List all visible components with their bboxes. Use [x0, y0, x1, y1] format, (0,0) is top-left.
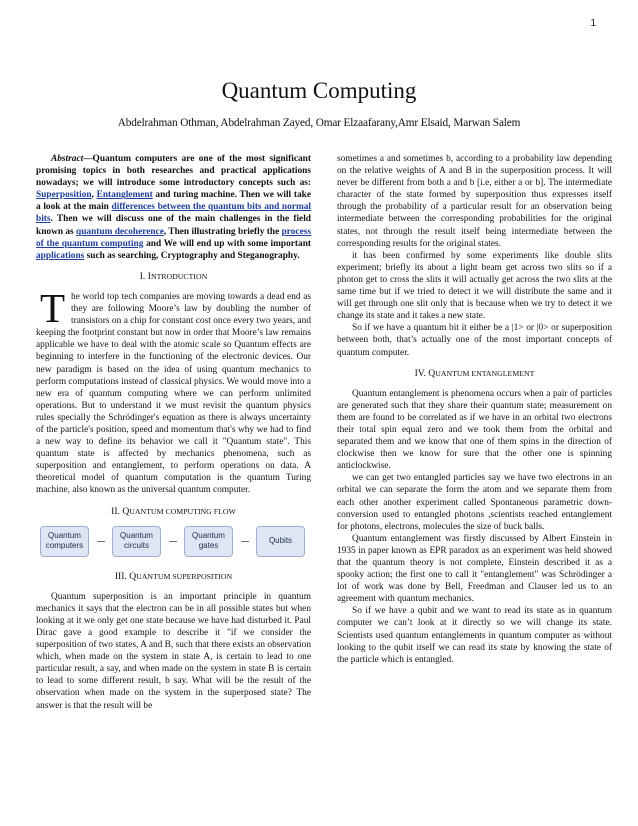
superposition-paragraph-2: it has been confirmed by some experiments like double slits experiment; briefly its about a light beam get across two slits so if a photon get to cross the slits it will actually get across the two slits at the same time but if we tried to detect it we will distribute the same and it will get through one slit only that is because when we try to detect it we change its state and it takes a new state.	[337, 250, 612, 322]
section-initial: Q	[428, 367, 436, 379]
entanglement-paragraph-1: Quantum entanglement is phenomena occurs when a pair of particles are generated such that they share their quantum state; measurement on them are found to be correlated as if we have in an orbital two electrons their total spin equal zero and we took them from the orbital and separated them and we know that one of them spins in the direction of clockwise then we know for sure that the other one is spinning anticlockwise.	[337, 388, 612, 472]
abstract-lead: Abstract	[51, 154, 84, 164]
section-number: II.	[111, 505, 120, 517]
flow-box-quantum-computers: Quantum computers	[40, 526, 89, 557]
computing-flow-diagram	[40, 526, 305, 557]
section-initial: Q	[129, 570, 137, 582]
left-column	[36, 153, 311, 735]
section-initial: I	[147, 270, 151, 282]
link-process[interactable]: process of the quantum computing	[36, 226, 311, 249]
author-list: Abdelrahman Othman, Abdelrahman Zayed, Omar Elzaafarany,Amr Elsaid, Marwan Salem	[117, 117, 521, 129]
section-heading-entanglement	[337, 368, 612, 380]
section-heading-superposition	[36, 571, 311, 583]
abstract-text: such as searching, Cryptography and Steganography.	[84, 250, 300, 261]
section-initial: Q	[122, 505, 130, 517]
link-decoherence[interactable]: quantum decoherence	[76, 226, 164, 237]
flow-connector	[241, 541, 249, 542]
superposition-paragraph-1: Quantum superposition is an important principle in quantum mechanics it says that the electron can be in all possible states but when looking at it we only get one state because we have had disturbed it. Paul Dirac gave a good example to describe it "if we consider the superposition of two states, A and B, such that there exists an observation which, when made on the system in state A, is certain to lead to one particular result, a say, and when made on the system in state B is certain to lead to some different result, b say. What will be the result of the observation when made on the system in the superposed state? The answer is that the result will be	[36, 591, 311, 711]
introduction-paragraph: he world top tech companies are moving towards a dead end as they are following Moore’s law by doubling the number of transistors on a chip for constant cost once every two years, and keeping the footprint constant but now in order that Moore’s law remains applicable we have to deal with the atomic scale so Quantum effects are beginning to interfere in the functioning of the electronic devices. Our new paradigm is based on the idea of using quantum mechanics to perform computations instead of classical physics. We would move into a new era of quantum computing where we can perform unlimited operations. But to understand it we must revisit the quantum physics rules specially the Schrödinger's equation as there is always uncertainty of the particle's position, speed and momentum that's why we had to find a new way to define its behavior we call it "Quantum state". This quantum state is affected by mechanics phenomena, such as superposition and entanglement, to perform operations on data. A theoretical model of quantum computation is the quantum Turing machine, also known as the universal quantum computer.	[36, 291, 311, 496]
entanglement-paragraph-4: So if we have a qubit and we want to read its state as in quantum computer we can’t look at it directly so we will change its state. Scientists used quantum entanglements in quantum computer as without looking to the qubit itself we can read its state by knowing the state of the particle which is entangled.	[337, 606, 612, 665]
link-applications[interactable]: applications	[36, 250, 85, 261]
abstract	[36, 153, 311, 262]
link-superposition[interactable]: Superposition	[36, 190, 92, 201]
section-number: III.	[114, 570, 127, 582]
abstract-text: ,	[91, 190, 97, 201]
entanglement-paragraph-3: Quantum entanglement was firstly discussed by Albert Einstein in 1935 in paper known as EPR paradox as an experiment was held showed that the quantum theory is not complete, Einstein described it as a spooky action; the first one to call it "entanglement" was Schrödinger a lot of work was done by Bell, Freedman and Clauser led us to an agreement with quantum mechanics.	[337, 533, 612, 605]
superposition-paragraph-3: So if we have a quantum bit it either be a |1> or |0> or superposition between both, that’s actually one of the most important concepts of quantum computer.	[337, 323, 612, 358]
section-title: UANTUM SUPERPOSITION	[136, 571, 233, 581]
page-number: 1	[590, 18, 596, 29]
introduction-body	[36, 284, 311, 497]
abstract-text: . Then we will discuss one of the main challenges in the field known as	[36, 214, 311, 237]
section-title: NTRODUCTION	[150, 271, 208, 281]
entanglement-paragraph-2: we can get two entangled particles say we have two electrons in an orbital we can separate the form the atom and we separate them from each other another experiment called Spontaneous parametric down-conversion used to entangled photons ,scientists reached entanglement for photons, electrons, molecules the size of buck balls.	[337, 473, 612, 532]
flow-connector	[97, 541, 105, 542]
section-heading-introduction	[36, 271, 311, 283]
section-number: IV.	[414, 367, 426, 379]
section-heading-flow	[36, 506, 311, 518]
section-title: UANTUM COMPUTING FLOW	[129, 506, 236, 516]
section-number: I.	[139, 270, 146, 282]
right-column	[337, 153, 612, 666]
flow-connector	[169, 541, 177, 542]
superposition-paragraph-1-continued: sometimes a and sometimes b, according to a probability law depending on the relative weights of A and B in the superposition process. It will never be different from both a and b [i.e, either a or b]. The intermediate character of the state formed by superposition thus expresses itself through the probability of a particular result for an observation being intermediate between the corresponding probabilities for the original states, not through the result itself being intermediate between the corresponding results for the original states.	[337, 154, 612, 249]
abstract-text: , Then illustrating briefly the	[163, 226, 282, 237]
section-title: UANTUM ENTANGLEMENT	[435, 368, 535, 378]
abstract-text: and turing machine. Then we will take a look at the main	[36, 190, 311, 213]
paper-title: Quantum Computing	[221, 78, 417, 103]
drop-cap: T	[40, 284, 66, 331]
abstract-text: —Quantum computers are one of the most significant promising topics in both researches and practical applications nowadays; we will introduce some introductory concepts such as:	[36, 154, 311, 189]
abstract-text: and We will end up with some important	[143, 238, 312, 249]
flow-box-quantum-circuits: Quantum circuits	[112, 526, 161, 557]
link-differences[interactable]: differences between the quantum bits and normal bits	[36, 202, 311, 225]
link-entanglement[interactable]: Entanglement	[96, 190, 153, 201]
flow-box-quantum-gates: Quantum gates	[184, 526, 233, 557]
flow-box-qubits: Qubits	[256, 526, 305, 557]
